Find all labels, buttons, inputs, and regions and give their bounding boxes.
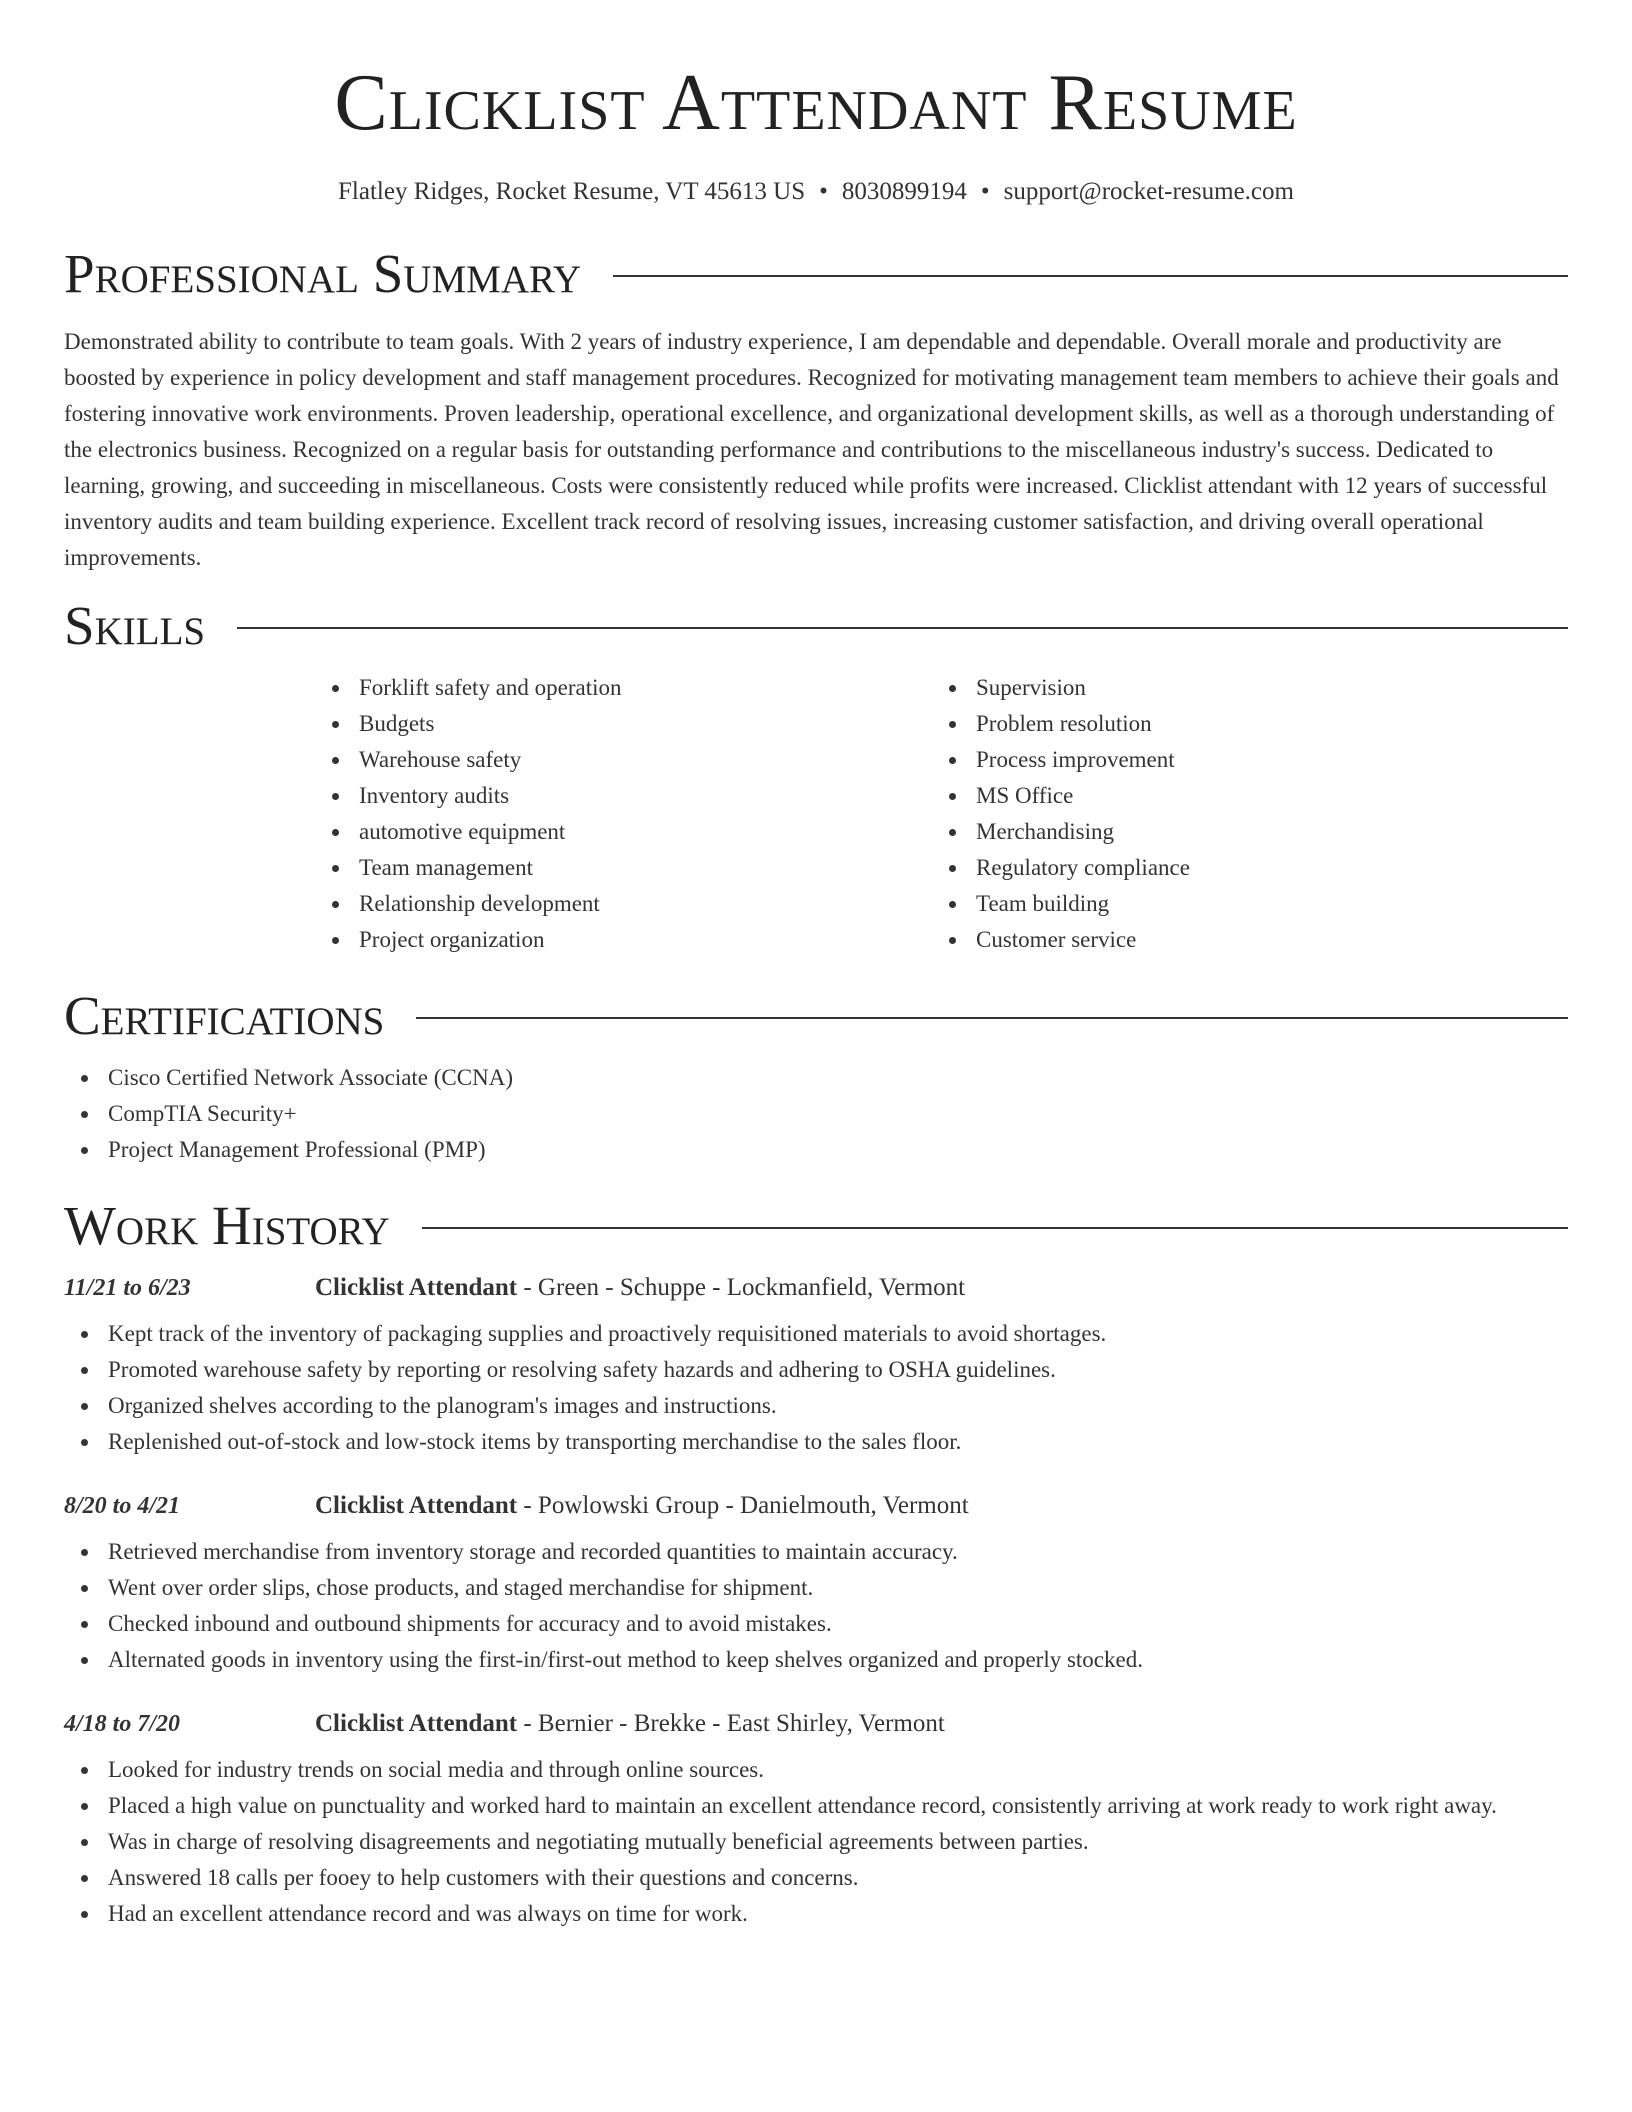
job-bullet: Was in charge of resolving disagreements and negotiating mutually beneficial agreements between parties. (64, 1824, 1568, 1860)
certifications-list (64, 1060, 1568, 1168)
job-bullet: Answered 18 calls per fooey to help customers with their questions and concerns. (64, 1860, 1568, 1896)
skill-item: Inventory audits (315, 778, 932, 814)
skills-heading: Skills (64, 595, 206, 656)
contact-separator: • (819, 178, 828, 205)
job-title-line (315, 1710, 945, 1738)
skill-item: Forklift safety and operation (315, 670, 932, 706)
contact-line (64, 176, 1568, 208)
contact-separator: • (980, 178, 990, 205)
summary-section-header (64, 244, 1568, 304)
job-bullet: Alternated goods in inventory using the first-in/first-out method to keep shelves organized and properly stocked. (64, 1642, 1568, 1678)
skill-item: Supervision (932, 670, 1549, 706)
job-entry (64, 1274, 1568, 1460)
job-bullet: Went over order slips, chose products, and staged merchandise for shipment. (64, 1570, 1568, 1606)
job-bullet: Replenished out-of-stock and low-stock items by transporting merchandise to the sales floor. (64, 1424, 1568, 1460)
job-bullet: Promoted warehouse safety by reporting or resolving safety hazards and adhering to OSHA guidelines. (64, 1352, 1568, 1388)
job-dates: 11/21 to 6/23 (64, 1275, 191, 1301)
job-title-line (315, 1492, 969, 1520)
job-header (64, 1274, 1568, 1302)
job-role: Clicklist Attendant (315, 1274, 518, 1301)
work-section-header (64, 1196, 1568, 1256)
summary-heading: Professional Summary (64, 243, 582, 304)
job-employer: - Powlowski Group - Danielmouth, Vermont (517, 1492, 969, 1519)
job-bullets (64, 1534, 1568, 1678)
summary-text: Demonstrated ability to contribute to team goals. With 2 years of industry experience, I am dependable and dependable. Overall morale and productivity are boosted by experience in policy development and staff management procedures. Recognized for motivating management team members to achieve their goals and fostering innovative work environments. Proven leadership, operational excellence, and organizational development skills, as well as a thorough understanding of the electronics business. Recognized on a regular basis for outstanding performance and contributions to the miscellaneous industry's success. Dedicated to learning, growing, and succeeding in miscellaneous. Costs were consistently reduced while profits were increased. Clicklist attendant with 12 years of successful inventory audits and team building experience. Excellent track record of resolving issues, increasing customer satisfaction, and driving overall operational improvements. (64, 329, 1559, 570)
skill-item: Team management (315, 850, 932, 886)
skill-item: Relationship development (315, 886, 932, 922)
skill-item: Problem resolution (932, 706, 1549, 742)
job-employer: - Bernier - Brekke - East Shirley, Vermont (517, 1710, 945, 1737)
certifications-section-header (64, 986, 1568, 1046)
job-bullet: Looked for industry trends on social media and through online sources. (64, 1752, 1568, 1788)
skills-list-left (315, 670, 932, 958)
skill-item: Process improvement (932, 742, 1549, 778)
job-header (64, 1492, 1568, 1520)
job-role: Clicklist Attendant (315, 1710, 518, 1737)
contact-email: support@rocket-resume.com (1003, 178, 1294, 205)
contact-phone: 8030899194 (841, 178, 967, 205)
skills-list-right (932, 670, 1549, 958)
skill-item: MS Office (932, 778, 1549, 814)
work-heading: Work History (64, 1195, 390, 1256)
certification-item: Cisco Certified Network Associate (CCNA) (64, 1060, 1568, 1096)
skill-item: Warehouse safety (315, 742, 932, 778)
section-divider (422, 1227, 1568, 1229)
skill-item: Regulatory compliance (932, 850, 1549, 886)
section-divider (416, 1017, 1568, 1019)
job-dates: 8/20 to 4/21 (64, 1493, 181, 1519)
job-bullet: Organized shelves according to the planogram's images and instructions. (64, 1388, 1568, 1424)
certification-item: Project Management Professional (PMP) (64, 1132, 1568, 1168)
job-employer: - Green - Schuppe - Lockmanfield, Vermont (517, 1274, 966, 1301)
certification-item: CompTIA Security+ (64, 1096, 1568, 1132)
section-divider (237, 627, 1568, 629)
skill-item: Merchandising (932, 814, 1549, 850)
resume-title: Clicklist Attendant Resume (334, 59, 1298, 147)
job-entry (64, 1710, 1568, 1932)
job-bullet: Checked inbound and outbound shipments for accuracy and to avoid mistakes. (64, 1606, 1568, 1642)
skills-grid (315, 670, 1568, 958)
job-title-line (315, 1274, 965, 1302)
certifications-heading: Certifications (64, 985, 385, 1046)
skill-item: Customer service (932, 922, 1549, 958)
job-entry (64, 1492, 1568, 1678)
skill-item: Project organization (315, 922, 932, 958)
job-bullet: Placed a high value on punctuality and worked hard to maintain an excellent attendance record, consistently arriving at work ready to work right away. (64, 1788, 1568, 1824)
job-bullet: Kept track of the inventory of packaging supplies and proactively requisitioned materials to avoid shortages. (64, 1316, 1568, 1352)
resume-page (64, 0, 1568, 1932)
contact-address: Flatley Ridges, Rocket Resume, VT 45613 US (338, 178, 806, 205)
section-divider (613, 275, 1568, 277)
skill-item: automotive equipment (315, 814, 932, 850)
job-bullet: Retrieved merchandise from inventory storage and recorded quantities to maintain accuracy. (64, 1534, 1568, 1570)
job-bullet: Had an excellent attendance record and was always on time for work. (64, 1896, 1568, 1932)
skill-item: Budgets (315, 706, 932, 742)
skill-item: Team building (932, 886, 1549, 922)
skills-section-header (64, 596, 1568, 656)
job-role: Clicklist Attendant (315, 1492, 518, 1519)
job-header (64, 1710, 1568, 1738)
job-dates: 4/18 to 7/20 (64, 1711, 181, 1737)
job-bullets (64, 1316, 1568, 1460)
job-bullets (64, 1752, 1568, 1932)
